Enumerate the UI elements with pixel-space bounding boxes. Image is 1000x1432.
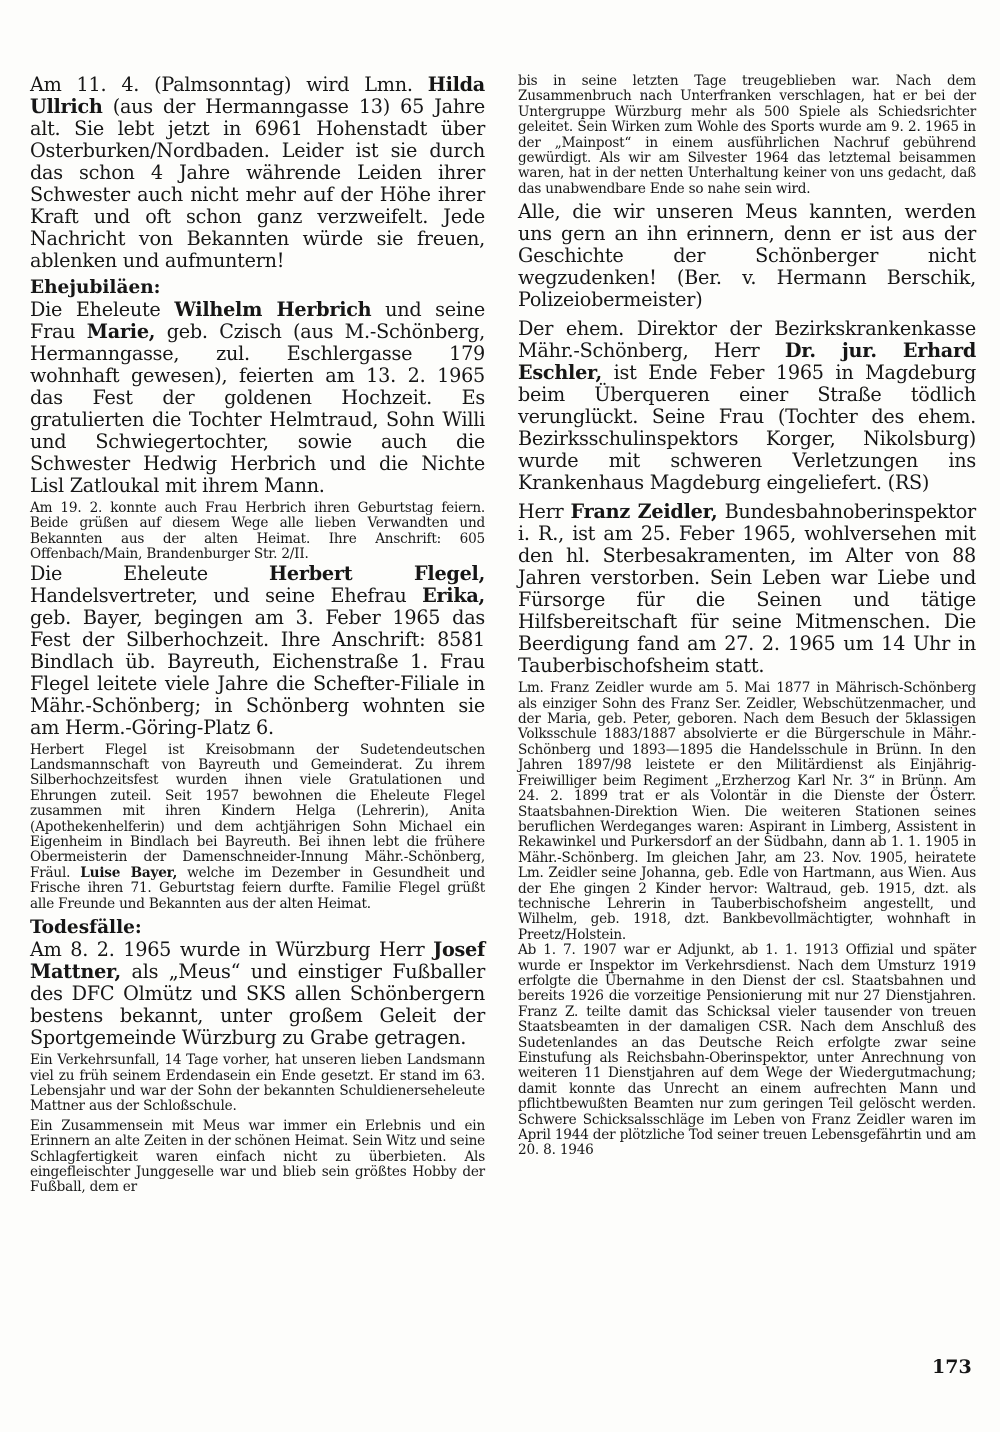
obituary-zeidler: [518, 501, 976, 677]
text: Der ehem. Direktor der Bezirkskrankenkasse Mähr.-Schönberg, Herr: [518, 317, 976, 363]
left-column: [30, 74, 485, 1196]
person-name: Erika,: [422, 583, 485, 607]
zeidler-biography: Lm. Franz Zeidler wurde am 5. Mai 1877 in Mährisch-Schönberg als einziger Sohn des Franz Ser. Zeidler, Webschützenmacher, und der Maria, geb. Peter, geboren. Nach dem Besuch der 5klassigen Volksschule 1883/1887 absolvierte er die Bürgerschule in Mähr.-Schönberg und 1893—1895 die Handelsschule in Brünn. In den Jahren 1897/98 leistete er den Militärdienst als Einjährig-Freiwilliger beim Regiment „Erzherzog Karl Nr. 3“ in Brünn. Am 24. 2. 1899 trat er als Volontär in die Dienste der Österr. Staatsbahnen-Direktion Wien. Die weiteren Stationen seines beruflichen Werdeganges waren: Aspirant in Limberg, Assistent in Rekawinkel und Purkersdorf an der Südbahn, dann ab 1. 1. 1905 in Mähr.-Schönberg. Im gleichen Jahr, am 23. Nov. 1905, heiratete Lm. Zeidler seine Johanna, geb. Edle von Hartmann, aus Wien. Aus der Ehe gingen 2 Kinder hervor: Waltraud, geb. 1915, dzt. als technische Lehrerin in Tauberbischofsheim angestellt, und Wilhelm, geb. 1918, dzt. Bankbevollmächtigter, wohnhaft in Preetz/Holstein.: [518, 680, 976, 943]
anniversary-herbrich: [30, 299, 485, 497]
text: ist Ende Feber 1965 in Magdeburg beim Überqueren einer Straße tödlich verunglückt. Seine Frau (Tochter des ehem. Bezirksschulinspektors Korger, Nikolsburg) wurde mit schweren Verletzungen ins Krankenhaus Magdeburg eingeliefert. (RS): [518, 361, 976, 495]
person-name: Josef Mattner,: [30, 938, 485, 984]
text: Die Eheleute: [30, 561, 270, 585]
text: (aus der Hermanngasse 13) 65 Jahre alt. Sie lebt jetzt in 6961 Hohenstadt über Osterburken/Nordbaden. Leider ist sie durch das schon 4 Jahre währende Leiden ihrer Schwester auch nicht mehr auf der Höhe ihrer Kraft und oft schon ganz verzweifelt. Jede Nachricht von Bekannten würde sie freuen, ablenken und aufmuntern!: [30, 95, 485, 272]
text: Am 8. 2. 1965 wurde in Würzburg Herr: [30, 938, 434, 962]
flegel-details: [30, 743, 485, 912]
text: Am 11. 4. (Palmsonntag) wird Lmn.: [30, 73, 428, 96]
person-name: Franz Zeidler,: [570, 500, 718, 524]
section-heading-todesfaelle: Todesfälle:: [30, 917, 142, 939]
mattner-memories: Ein Zusammensein mit Meus war immer ein Erlebnis und ein Erinnern an alte Zeiten in der schönen Heimat. Sein Witz und seine Schlagfertigkeit waren einfach nicht zu überbieten. Als eingefleischter Junggeselle war und blieb sein größtes Hobby der Fußball, dem er: [30, 1117, 485, 1196]
mattner-closing: Alle, die wir unseren Meus kannten, werden uns gern an ihn erinnern, denn er ist aus der Geschichte der Schönberger nicht wegzudenken! (Ber. v. Hermann Berschik, Polizeiobermeister): [518, 200, 976, 312]
text: welche im Dezember in Gesundheit und Frische ihren 71. Geburtstag feiern durfte. Familie Flegel grüßt alle Freunde und Bekannten aus der alten Heimat.: [30, 864, 485, 912]
text: als „Meus“ und einstiger Fußballer des DFC Olmütz und SKS allen Schönbergern bestens bekannt, unter großem Geleit der Sportgemeinde Würzburg zu Grabe getragen.: [30, 960, 485, 1050]
person-name: Herbert Flegel,: [269, 561, 485, 585]
mattner-continuation: bis in seine letzten Tage treugeblieben war. Nach dem Zusammenbruch nach Unterfranken verschlagen, hat er bei der Untergruppe Würzburg mehr als 500 Spiele als Schiedsrichter geleitet. Sein Wirken zum Wohle des Sports wurde am 9. 2. 1965 in der „Mainpost“ in einem ausführlichen Nachruf gebührend gewürdigt. Als wir am Silvester 1964 das letztemal beisammen waren, hat in der netten Unterhaltung keiner von uns gedacht, daß das unabwendbare Ende so nahe sein wird.: [518, 73, 976, 197]
right-column: [518, 74, 976, 1159]
person-name: Luise Bayer,: [80, 864, 178, 881]
text: Die Eheleute: [30, 298, 175, 321]
text: Bundesbahnoberinspektor i. R., ist am 25. Feber 1965, wohlversehen mit den hl. Sterbesakramenten, im Alter von 88 Jahren verstorben. Sein Leben war Liebe und Fürsorge für die Seinen und tätige Hilfsbereitschaft für seine Mitmenschen. Die Beerdigung fand am 27. 2. 1965 um 14 Uhr in Tauberbischofsheim statt.: [518, 500, 976, 678]
person-name: Marie,: [86, 320, 156, 343]
text: und seine Frau: [30, 298, 485, 343]
text: geb. Czisch (aus M.-Schönberg, Hermanngasse, zul. Eschlergasse 179 wohnhaft gewesen), feierten am 13. 2. 1965 das Fest der goldenen Hochzeit. Es gratulierten die Tochter Helmtraud, Sohn Willi und Schwiegertochter, sowie auch die Schwester Hedwig Herbrich und die Nichte Lisl Zatloukal mit ihrem Mann.: [30, 320, 485, 497]
text: geb. Bayer, begingen am 3. Feber 1965 das Fest der Silberhochzeit. Ihre Anschrift: 8581 Bindlach üb. Bayreuth, Eichenstraße 1. Frau Flegel leitete viele Jahre die Schefter-Filiale in Mähr.-Schönberg; in Schönberg wohnten sie am Herm.-Göring-Platz 6.: [30, 605, 485, 739]
person-name: Wilhelm Herbrich: [174, 298, 372, 321]
mattner-accident-note: Ein Verkehrsunfall, 14 Tage vorher, hat unseren lieben Landsmann viel zu früh seinem Erdendasein ein Ende gesetzt. Er stand im 63. Lebensjahr und war der Sohn der bekannten Schuldienerseheleute Mattner aus der Schloßschule.: [30, 1052, 485, 1115]
obituary-eschler: [518, 318, 976, 494]
text: Handelsvertreter, und seine Ehefrau: [30, 583, 423, 607]
anniversary-flegel: [30, 563, 485, 739]
text: Herr: [518, 500, 571, 524]
herbrich-birthday-note: Am 19. 2. konnte auch Frau Herbrich ihren Geburtstag feiern. Beide grüßen auf diesem Wege alle lieben Verwandten und Bekannten aus der alten Heimat. Ihre Anschrift: 605 Offenbach/Main, Brandenburger Str. 2/II.: [30, 500, 485, 563]
zeidler-career: Ab 1. 7. 1907 war er Adjunkt, ab 1. 1. 1913 Offizial und später wurde er Inspektor im Verkehrsdienst. Nach dem Umsturz 1919 erfolgte die Übernahme in den Dienst der csl. Staatsbahnen und bereits 1926 die vorzeitige Pensionierung mit nur 27 Dienstjahren. Franz Z. teilte damit das Schicksal vieler tausender von treuen Staatsbeamten in der damaligen CSR. Nach dem Anschluß des Sudetenlandes an das Deutsche Reich erfolgte zwar seine Einstufung als Reichsbahn-Oberinspektor, unter Anrechnung von weiteren 11 Dienstjahren auf dem Wege der Wiedergutmachung; damit konnte das Unrecht an einem aufrechten Mann und pflichtbewußten Beamten nur zum geringen Teil gelöscht werden. Schwere Schicksalsschläge im Leben von Franz Zeidler waren im April 1944 der plötzliche Tod seiner treuen Lebensgefährtin und am 20. 8. 1946: [518, 942, 976, 1159]
person-name: Hilda Ullrich: [30, 73, 485, 118]
birthday-notice-ullrich: [30, 74, 485, 272]
obituary-mattner: [30, 939, 485, 1049]
page-number: 173: [932, 1356, 972, 1378]
text: Herbert Flegel ist Kreisobmann der Sudetendeutschen Landsmannschaft von Bayreuth und Gemeinderat. Zu ihrem Silberhochzeitsfest wurden ihnen viele Gratulationen und Ehrungen zuteil. Seit 1957 bewohnen die Eheleute Flegel zusammen mit ihren Kindern Helga (Lehrerin), Anita (Apothekenhelferin) und dem achtjährigen Sohn Michael ein Eigenheim in Bindlach bei Bayreuth. Bei ihnen lebt die frühere Obermeisterin der Damenschneider-Innung Mähr.-Schönberg, Fräul.: [30, 741, 485, 881]
section-heading-ehejubilaeen: Ehejubiläen:: [30, 277, 161, 298]
person-name: Dr. jur. Erhard Eschler,: [518, 339, 976, 385]
